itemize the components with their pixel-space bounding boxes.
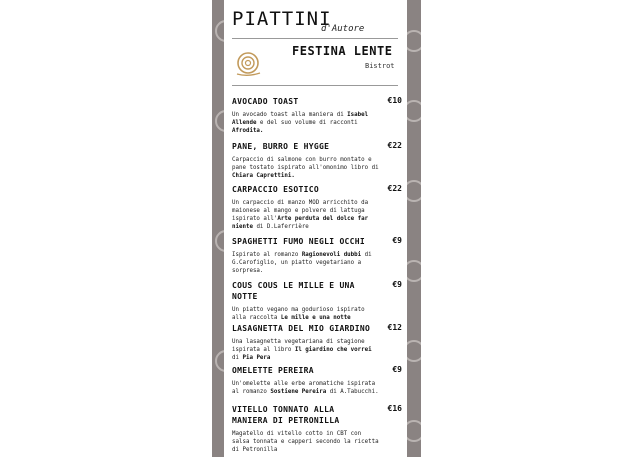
dish-description: Una lasagnetta vegetariana di stagione ispirata al libro Il giardino che vorrei di Pia Pera xyxy=(232,339,372,361)
menu-subtitle: d'Autore xyxy=(321,24,365,34)
venue-name: FESTINA LENTE xyxy=(292,44,393,58)
right-decorative-strip xyxy=(407,0,421,457)
dish-price: €22 xyxy=(387,184,402,193)
swirl-ornament xyxy=(407,420,421,442)
dish-price: €12 xyxy=(387,323,402,332)
divider xyxy=(232,85,398,86)
dish-item xyxy=(232,96,402,135)
dish-price: €9 xyxy=(392,280,402,289)
menu-page xyxy=(224,0,407,457)
dish-item xyxy=(232,236,402,275)
dish-item xyxy=(232,323,402,362)
dish-description: Un piatto vegano ma godurioso ispirato alla raccolta Le mille e una notte xyxy=(232,307,365,321)
dish-description: Un carpaccio di manzo MOD arricchito da maionese al mango e polvere di lattuga ispirato all'Arte perduta del dolce far niente di D.Laferrière xyxy=(232,200,369,230)
dish-item xyxy=(232,365,402,396)
dish-name: COUS COUS LE MILLE E UNA NOTTE xyxy=(232,281,355,301)
swirl-ornament xyxy=(407,30,421,52)
dish-name: CARPACCIO ESOTICO xyxy=(232,185,319,194)
swirl-ornament xyxy=(407,260,421,282)
dish-description: Un avocado toast alla maniera di Isabel Allende e del suo volume di racconti Afrodita. xyxy=(232,112,369,134)
dish-description: Carpaccio di salmone con burro montato e pane tostato ispirato all'omonimo libro di Chiara Caprettini. xyxy=(232,157,379,179)
swirl-ornament xyxy=(407,180,421,202)
swirl-ornament xyxy=(215,230,224,252)
dish-name: VITELLO TONNATO ALLA MANIERA DI PETRONILLA xyxy=(232,405,340,425)
divider xyxy=(232,38,398,39)
dish-price: €22 xyxy=(387,141,402,150)
dish-description: Magatello di vitello cotto in CBT con salsa tonnata e capperi secondo la ricetta di Petronilla xyxy=(232,431,379,453)
dish-description: Ispirato al romanzo Ragionevoli dubbi di G.Carofiglio, un piatto vegetariano a sorpresa. xyxy=(232,252,372,274)
snail-logo-icon xyxy=(234,49,262,77)
dish-name: OMELETTE PEREIRA xyxy=(232,366,314,375)
menu-title: PIATTINI xyxy=(232,8,332,30)
dish-name: LASAGNETTA DEL MIO GIARDINO xyxy=(232,324,371,333)
dish-item xyxy=(232,280,402,322)
venue-type: Bistrot xyxy=(365,62,395,70)
dish-name: SPAGHETTI FUMO NEGLI OCCHI xyxy=(232,237,366,246)
dish-name: AVOCADO TOAST xyxy=(232,97,299,106)
dish-price: €9 xyxy=(392,365,402,374)
left-decorative-strip xyxy=(212,0,224,457)
swirl-ornament xyxy=(215,20,224,42)
dish-name: PANE, BURRO E HYGGE xyxy=(232,142,330,151)
dish-description: Un'omelette alle erbe aromatiche ispirata al romanzo Sostiene Pereira di A.Tabucchi. xyxy=(232,381,379,395)
swirl-ornament xyxy=(407,340,421,362)
dish-price: €16 xyxy=(387,404,402,413)
swirl-ornament xyxy=(407,100,421,122)
swirl-ornament xyxy=(215,110,224,132)
dish-price: €9 xyxy=(392,236,402,245)
dish-item xyxy=(232,404,402,454)
swirl-ornament xyxy=(215,350,224,372)
dish-price: €10 xyxy=(387,96,402,105)
dish-item xyxy=(232,141,402,180)
dish-item xyxy=(232,184,402,231)
